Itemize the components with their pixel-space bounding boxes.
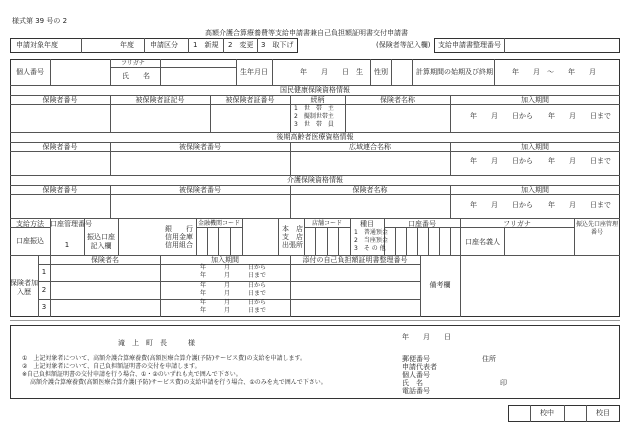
mgmt-no-label: 支給申請書整理番号 bbox=[438, 41, 501, 49]
payment-transfer[interactable]: 口座振込 bbox=[16, 237, 44, 245]
history-h-cert-no: 添付の自己負担額証明書整理番号 bbox=[302, 256, 408, 264]
nhi-h-card-symbol: 被保険者証記号 bbox=[135, 96, 185, 104]
dob-label: 生年月日 bbox=[240, 68, 268, 76]
applicant-year-label: 申請対象年度 bbox=[16, 41, 58, 49]
footer-note-4: 高額介護合算療養費(高額医療合算介護(予防)サービス費)の支給申請を行う場合、①のみを丸で囲んで下さい。 bbox=[30, 379, 327, 386]
form-title: 高額介護合算療養費等支給申請書兼自己負担額証明書交付申請書 bbox=[205, 29, 408, 37]
branch-type-3[interactable]: 出張所 bbox=[282, 241, 303, 249]
category-new[interactable]: 1 新規 bbox=[193, 41, 219, 49]
care-period-from: 年 月 日から bbox=[470, 201, 533, 209]
account-type-3[interactable]: 3 そ の 他 bbox=[354, 245, 386, 252]
nhi-relation-2[interactable]: 2 擬制世帯主 bbox=[294, 113, 334, 120]
footer-note-1: ① 上記対象者について、高額介護合算療養費(高額医療合算介護(予防)サービス費)の支給を申請します。 bbox=[22, 355, 307, 362]
history-row-2-to: 年 月 日まで bbox=[200, 290, 267, 297]
account-holder-label: 口座名義人 bbox=[465, 238, 500, 246]
account-mgmt-value: 1 bbox=[64, 241, 70, 249]
care-section-title: 介護保険資格情報 bbox=[287, 176, 343, 184]
personal-no-label: 個人番号 bbox=[16, 68, 44, 76]
footer-frame bbox=[10, 325, 620, 399]
history-row-1-from: 年 月 日から bbox=[200, 264, 267, 271]
history-row-3-from: 年 月 日から bbox=[200, 299, 267, 306]
footer-applicant-label: 申請代表者 bbox=[402, 363, 437, 371]
bank-type-1[interactable]: 銀 行 bbox=[165, 225, 193, 233]
furigana-label: フリガナ bbox=[121, 60, 145, 67]
care-h-insurer-no: 保険者番号 bbox=[42, 186, 78, 194]
nhi-period-to: 年 月 日まで bbox=[548, 112, 611, 120]
bank-type-2[interactable]: 信用金庫 bbox=[165, 233, 193, 241]
history-row-1: 1 bbox=[41, 268, 47, 276]
elderly-h-insurer-no: 保険者番号 bbox=[42, 143, 78, 151]
account-no-label: 口座番号 bbox=[408, 220, 436, 228]
care-period-to: 年 月 日まで bbox=[548, 201, 611, 209]
bank-type-3[interactable]: 信用組合 bbox=[165, 241, 193, 249]
period-label: 計算期間の始期及び終期 bbox=[416, 68, 493, 76]
elderly-h-insured-no: 被保険者番号 bbox=[179, 143, 221, 151]
footer-name-label: 氏 名 bbox=[402, 379, 423, 387]
dob-units: 年 月 日 生 bbox=[300, 68, 363, 76]
nhi-h-period: 加入期間 bbox=[521, 96, 549, 104]
nhi-h-relation: 続柄 bbox=[310, 96, 325, 104]
footer-addressee: 滝 上 町 長 様 bbox=[118, 339, 195, 347]
payment-method-label: 支給方法 bbox=[16, 220, 44, 228]
insurer-note: (保険者等記入欄) bbox=[376, 41, 431, 49]
nhi-h-insurer-name: 保険者名称 bbox=[380, 96, 415, 104]
history-row-3: 3 bbox=[41, 303, 47, 311]
footer-seal: 印 bbox=[500, 379, 507, 387]
elderly-h-union-name: 広域連合名称 bbox=[349, 143, 391, 151]
elderly-period-from: 年 月 日から bbox=[470, 157, 533, 165]
nhi-h-insurer-no: 保険者番号 bbox=[42, 96, 78, 104]
account-type-1[interactable]: 1 普通預金 bbox=[354, 229, 388, 236]
care-h-period: 加入期間 bbox=[521, 186, 549, 194]
account-type-label: 種目 bbox=[360, 220, 374, 228]
account-entry-label: 振込口座記入欄 bbox=[87, 233, 115, 251]
care-h-insured-no: 被保険者番号 bbox=[179, 186, 221, 194]
store-code-label: 店舗コード bbox=[311, 220, 342, 227]
period-value: 年 月 ～ 年 月 bbox=[512, 68, 596, 76]
footer-date: 年 月 日 bbox=[402, 333, 451, 341]
category-label: 申請区分 bbox=[150, 41, 178, 49]
dest-mgmt-label: 振込先口座管理番号 bbox=[575, 221, 618, 236]
check-mid: 校中 bbox=[540, 409, 554, 417]
footer-address-label: 住所 bbox=[482, 355, 496, 363]
branch-type-1[interactable]: 本 店 bbox=[282, 225, 303, 233]
nhi-section-title: 国民健康保険資格情報 bbox=[280, 86, 350, 94]
elderly-h-period: 加入期間 bbox=[521, 143, 549, 151]
sex-label: 性別 bbox=[374, 68, 388, 76]
footer-note-2: ② 上記対象者について、自己負担額証明書の交付を申請します。 bbox=[22, 363, 201, 370]
history-row-2: 2 bbox=[41, 286, 47, 294]
fin-code-label: 金融機関コード bbox=[197, 220, 240, 227]
footer-postal-label: 郵便番号 bbox=[402, 355, 430, 363]
nhi-h-card-no: 被保険者証番号 bbox=[225, 96, 275, 104]
nhi-relation-3[interactable]: 3 世 帯 員 bbox=[294, 121, 334, 128]
year-unit: 年度 bbox=[120, 41, 134, 49]
history-h-insurer-name: 保険者名 bbox=[91, 256, 119, 264]
account-type-2[interactable]: 2 当座預金 bbox=[354, 237, 388, 244]
history-row-1-to: 年 月 日まで bbox=[200, 272, 267, 279]
care-h-insurer-name: 保険者名称 bbox=[352, 186, 388, 194]
account-mgmt-label: 口座管理番号 bbox=[50, 220, 92, 228]
elderly-period-to: 年 月 日まで bbox=[548, 157, 611, 165]
footer-phone-label: 電話番号 bbox=[402, 387, 430, 395]
history-side-label: 保険者加入歴 bbox=[10, 279, 38, 297]
footer-personal-no-label: 個人番号 bbox=[402, 371, 430, 379]
name-label: 氏 名 bbox=[122, 72, 150, 80]
check-final: 校目 bbox=[596, 409, 610, 417]
history-row-3-to: 年 月 日まで bbox=[200, 307, 267, 314]
form-number: 様式第 39 号の 2 bbox=[12, 17, 68, 25]
category-withdraw[interactable]: 3 取下げ bbox=[261, 41, 294, 49]
holder-furigana-label: フリガナ bbox=[503, 220, 531, 228]
history-row-2-from: 年 月 日から bbox=[200, 282, 267, 289]
nhi-period-from: 年 月 日から bbox=[470, 112, 533, 120]
category-change[interactable]: 2 変更 bbox=[228, 41, 254, 49]
branch-type-2[interactable]: 支 店 bbox=[282, 233, 303, 241]
nhi-relation-1[interactable]: 1 世 帯 主 bbox=[294, 105, 334, 112]
footer-note-3: ※自己負担額証明書の交付申請を行う場合、①・②のいずれも丸で囲んで下さい。 bbox=[22, 371, 242, 378]
elderly-section-title: 後期高齢者医療資格情報 bbox=[276, 133, 354, 141]
history-h-period: 加入期間 bbox=[211, 256, 239, 264]
history-remarks: 備考欄 bbox=[429, 281, 451, 289]
